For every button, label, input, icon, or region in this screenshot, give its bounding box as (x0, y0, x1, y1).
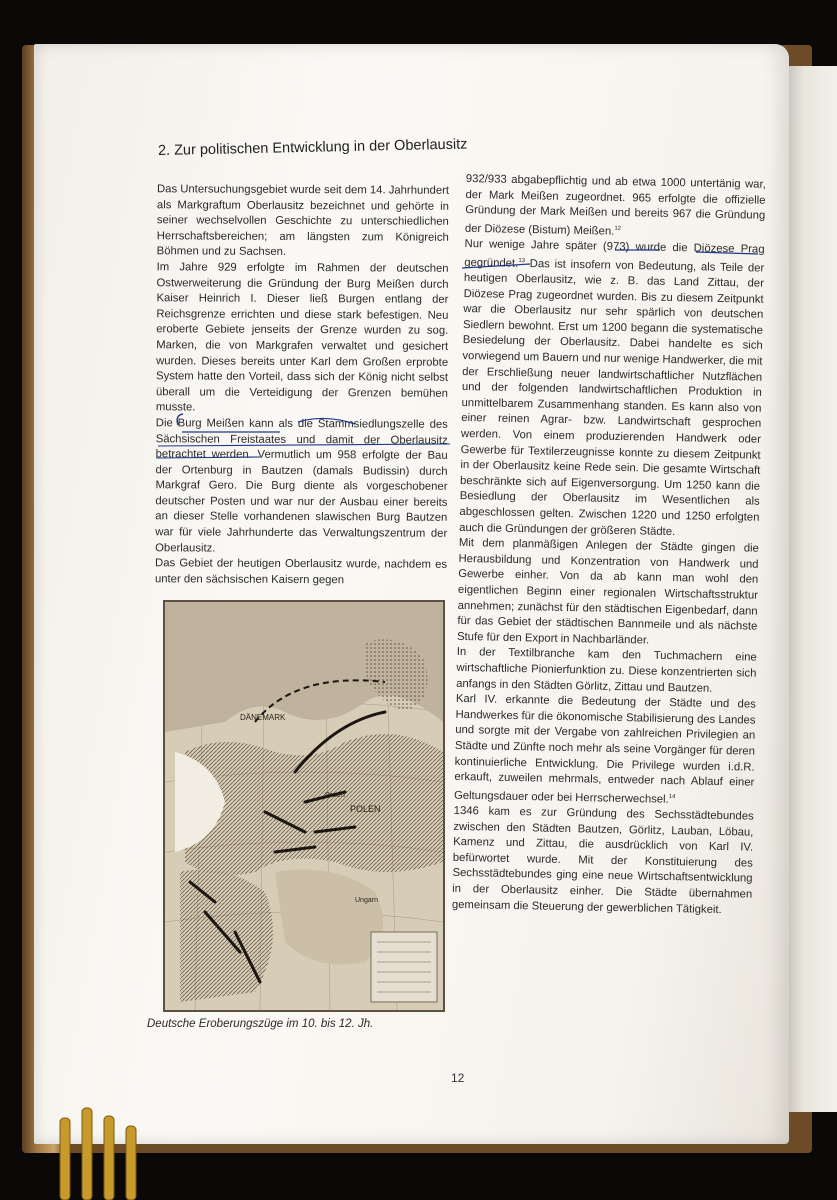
right-text-column (452, 172, 766, 919)
paragraph-text: 932/933 abgabepflichtig und ab etwa 1000 untertänig war, der Mark Meißen zugeordnet. 965 erfolgte die offizielle Gründung der Mark Meißen und bereits 967 die Gründung der Diözese (Bistum) Meißen. (464, 172, 766, 238)
paragraph: Das Gebiet der heutigen Oberlausitz wurde, nachdem es unter den sächsischen Kaisern gegen (154, 557, 448, 587)
gold-page-clip-icon (40, 1098, 160, 1200)
paragraph-text: Nur wenige Jahre später (973) wurde die Diözese Prag gegründet. (464, 238, 765, 270)
map-illustration (165, 602, 443, 1010)
paragraph: Das Untersuchungsgebiet wurde seit dem 14. Jahrhundert als Markgraftum Oberlausitz bezeichnet und gehörte in seiner wechselvollen Geschichte zu unterschiedlichen Herrschaftsbereichen; am längsten zum Königreich Böhmen und zu Sachsen. (156, 183, 450, 259)
map-label-daenemark: DÄNEMARK (240, 713, 286, 722)
map-legend (371, 932, 437, 1002)
paragraph: Die Burg Meißen kann als die Stammsiedlungszelle des Sächsischen Freistaates und damit der Oberlausitz betrachtet werden. Vermutlich um 958 erfolgte der Bau der Ortenburg in Bautzen (damals Budissin) durch Markgraf Gero. Die Burg diente als vorgeschobener deutscher Posten und war nur der Ausbau einer bereits an dieser Stelle vorhandenen slawischen Burg Bautzen war für viele Jahrhunderte das Verwaltungszentrum der Oberlausitz. (155, 417, 448, 555)
map-caption: Deutsche Eroberungszüge im 10. bis 12. Jh. (147, 1018, 374, 1030)
paragraph-text: Das ist insofern von Bedeutung, als Teile der heutigen Oberlausitz, wie z. B. das Land Zittau, der Diözese Prag zugeordnet wurden. Bis zu diesem Zeitpunkt war die Oberlausitz nur sehr spärlich von deutschen Siedlern bewohnt. Erst um 1200 begann die systematische Besiedelung der Oberlausitz. Dabei handelte es sich vorwiegend um Bauern und nur wenige Handwerker, die mit der Erschließung neuer landwirtschaftlicher Nutzflächen und der folgenden landwirtschaftlichen Produktion in unmittelbarem Zusammenhang standen. Es kann also von einer reinen Agrar- bzw. Landwirtschaft gesprochen werden. Von einem produzierenden Handwerk oder Gewerbe für Textilerzeugnisse konnte zu diesem Zeitpunkt in der Oberlausitz keine Rede sein. Die gesamte Wirtschaft beschränkte sich auf Eigenversorgung. Um 1250 kann die Besiedlung der Oberlausitz im Wesentlichen als abgeschlossen gelten. Zwischen 1220 und 1250 erfolgten auch die Gründungen der größeren Städte. (459, 257, 765, 538)
left-text-column (155, 182, 449, 589)
paragraph (465, 172, 766, 243)
map-label-polen: POLEN (350, 804, 381, 814)
paragraph: In der Textilbranche kam den Tuchmachern eine wirtschaftliche Pionierfunktion zu. Diese konzentrierten sich anfangs in den Städten Görlitz, Zittau und Bautzen. (456, 646, 757, 695)
historical-map-figure (163, 600, 445, 1012)
paragraph: Mit dem planmäßigen Anlegen der Städte gingen die Herausbildung und Konzentration von Handwerk und Gewerbe einher. Von da ab kann man wohl den eigentlichen Beginn einer regionalen Wirtschaftsstruktur annehmen; zunächst für den städtischen Eigenbedarf, dann für das Gebiet der städtischen Bannmeile und als nächste Stufe für den Export in Nachbarländer. (456, 537, 759, 647)
adjacent-page-edge (782, 66, 837, 1112)
paragraph: 1346 kam es zur Gründung des Sechsstädtebundes zwischen den Städten Bautzen, Görlitz, Lauban, Löbau, Kamenz und Zittau, die ausdrücklich von Karl IV. befürwortet wurde. Mit der Konstituierung des Sechsstädtebundes ging eine neue Wirtschaftsentwicklung in der Oberlausitz einher. Die Städte übernahmen gemeinsam die Steuerung der gewerblichen Tätigkeit. (451, 804, 754, 916)
section-heading: 2. Zur politischen Entwicklung in der Oberlausitz (157, 136, 468, 159)
footnote-marker: 12 (614, 225, 622, 232)
paragraph (454, 692, 756, 810)
paragraph: Im Jahre 929 erfolgte im Rahmen der deutschen Ostwerweiterung die Gründung der Burg Meißen durch Kaiser Heinrich I. Dieser ließ Burgen entlang der Reichsgrenze errichten und diese stark befestigen. Neu eroberte Gebiete jenseits der Grenze wurden zu sog. Marken, die von Markgrafen verwaltet und gesichert wurden. Dieses bereits unter Karl dem Großen erprobte System hatte den Vorteil, dass sich der König nicht selbst überall um die Verteidigung der Grenzen bemühen musste. (155, 261, 449, 414)
paragraph (459, 237, 765, 542)
map-label-posen: Posen (325, 792, 345, 799)
footnote-marker: 14 (668, 793, 676, 800)
map-label-ungarn: Ungarn (355, 897, 378, 904)
paragraph-text: Karl IV. erkannte die Bedeutung der Städte und des Handwerkes für die ökonomische Stabilisierung des Landes und sorgte mit der Vergabe von zahlreichen Privilegien an Städte und Zünfte noch mehr als seine Vorgänger für deren kontinuierliche Entwicklung. Die Privilege wurden i.d.R. erkauft, zuweilen mehrmals, entweder nach Ablauf einer Geltungsdauer oder bei Herrscherwechsel. (453, 693, 756, 806)
page-number: 12 (451, 1071, 465, 1085)
footnote-marker: 13 (518, 257, 526, 264)
